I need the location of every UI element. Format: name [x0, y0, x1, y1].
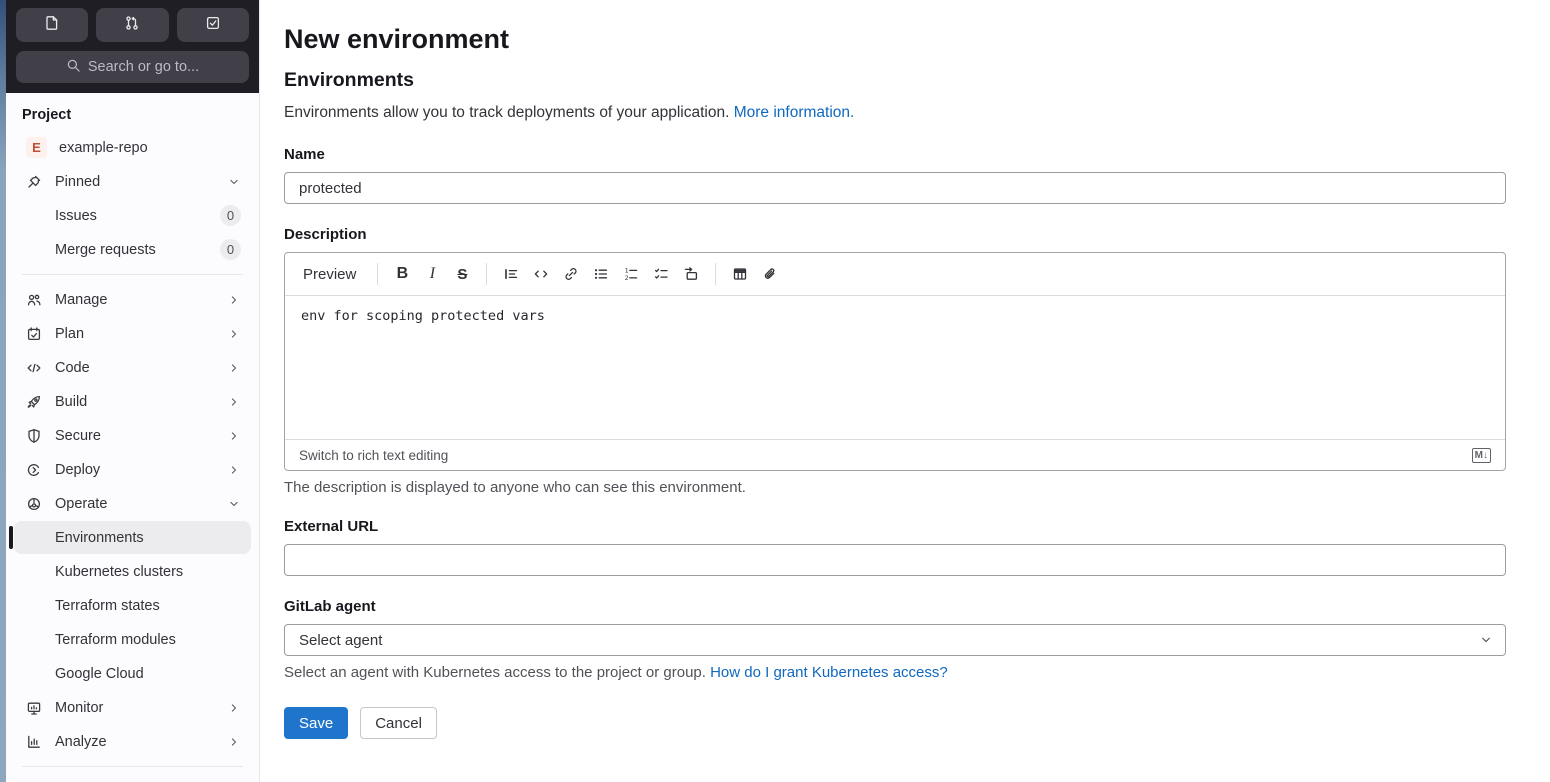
- pinned-label: Pinned: [55, 173, 101, 190]
- environments-heading: Environments: [284, 69, 415, 91]
- merge-request-icon: [124, 15, 140, 36]
- calendar-icon: [26, 326, 42, 342]
- analyze-icon: [26, 734, 42, 750]
- sidebar-item-merge-requests[interactable]: [14, 233, 251, 266]
- name-label: Name: [284, 146, 325, 163]
- sidebar-item-plan[interactable]: [14, 317, 251, 350]
- search-placeholder: Search or go to...: [87, 59, 200, 75]
- numbered-list-button[interactable]: [616, 259, 646, 289]
- sidebar-header: [6, 0, 259, 93]
- markdown-icon[interactable]: M↓: [1472, 448, 1491, 463]
- todo-icon: [205, 15, 221, 36]
- strikethrough-icon: S: [457, 265, 468, 283]
- chevron-right-icon: [227, 293, 241, 307]
- svg-text:1: 1: [624, 266, 629, 275]
- pin-icon: [26, 174, 42, 190]
- description-textarea[interactable]: env for scoping protected vars: [301, 308, 545, 324]
- sidebar-item-environments[interactable]: [14, 521, 251, 554]
- code-icon: [26, 360, 42, 376]
- task-list-icon: [653, 266, 669, 282]
- toolbar-separator: [377, 263, 378, 285]
- agent-select[interactable]: [284, 624, 1506, 656]
- description-editor: [284, 252, 1506, 471]
- sidebar-item-pinned[interactable]: [14, 165, 251, 198]
- agent-help-sentence: Select an agent with Kubernetes access to the project or group.: [284, 664, 711, 681]
- chevron-right-icon: [227, 463, 241, 477]
- sidebar-item-code[interactable]: [14, 351, 251, 384]
- merge-requests-label: Merge requests: [55, 241, 156, 258]
- deploy-label: Deploy: [55, 461, 101, 478]
- search-icon: [66, 58, 81, 77]
- issues-icon: [44, 15, 60, 36]
- save-button[interactable]: Save: [284, 707, 348, 739]
- chevron-right-icon: [227, 395, 241, 409]
- collapse-icon: [683, 266, 699, 282]
- terraform-modules-label: Terraform modules: [55, 631, 176, 648]
- shield-icon: [26, 428, 42, 444]
- users-icon: [26, 292, 42, 308]
- gitlab-agent-label: GitLab agent: [284, 598, 376, 615]
- editor-footer: [285, 439, 1505, 470]
- chevron-right-icon: [227, 361, 241, 375]
- external-url-label: External URL: [284, 518, 379, 535]
- sidebar-item-operate[interactable]: [14, 487, 251, 520]
- kubernetes-access-link[interactable]: How do I grant Kubernetes access?: [710, 664, 948, 681]
- environments-label: Environments: [55, 529, 144, 546]
- search-input[interactable]: [16, 51, 249, 83]
- secure-label: Secure: [55, 427, 101, 444]
- link-icon: [563, 266, 579, 282]
- todo-shortcut-button[interactable]: [177, 8, 249, 42]
- project-avatar: E: [26, 137, 47, 158]
- analyze-label: Analyze: [55, 733, 107, 750]
- terraform-states-label: Terraform states: [55, 597, 160, 614]
- external-url-input[interactable]: [284, 544, 1506, 576]
- sidebar-item-issues[interactable]: [14, 199, 251, 232]
- toolbar-separator: [715, 263, 716, 285]
- rocket-icon: [26, 394, 42, 410]
- collapse-button[interactable]: [676, 259, 706, 289]
- plan-label: Plan: [55, 325, 85, 342]
- numbered-list-icon: [623, 266, 639, 282]
- table-button[interactable]: [725, 259, 755, 289]
- svg-text:2: 2: [624, 274, 629, 282]
- build-label: Build: [55, 393, 88, 410]
- monitor-icon: [26, 700, 42, 716]
- strikethrough-button[interactable]: [447, 259, 477, 289]
- more-information-link[interactable]: More information.: [733, 104, 855, 121]
- switch-to-rich-text-link[interactable]: Switch to rich text editing: [299, 447, 449, 463]
- bold-icon: B: [396, 265, 409, 282]
- sidebar-item-terraform-modules[interactable]: [14, 623, 251, 656]
- attachment-icon: [762, 266, 778, 282]
- manage-label: Manage: [55, 291, 108, 308]
- google-cloud-label: Google Cloud: [55, 665, 144, 682]
- sidebar-divider: [22, 766, 243, 767]
- markdown-toolbar: [285, 253, 1505, 296]
- sidebar-item-build[interactable]: [14, 385, 251, 418]
- project-name: example-repo: [59, 139, 148, 156]
- sidebar-item-analyze[interactable]: [14, 725, 251, 758]
- preview-button[interactable]: Preview: [303, 265, 357, 283]
- task-list-button[interactable]: [646, 259, 676, 289]
- code-icon: [533, 266, 549, 282]
- quote-button[interactable]: [496, 259, 526, 289]
- toolbar-separator: [486, 263, 487, 285]
- sidebar-item-kubernetes-clusters[interactable]: [14, 555, 251, 588]
- link-button[interactable]: [556, 259, 586, 289]
- italic-button[interactable]: [417, 259, 447, 289]
- description-label: Description: [284, 226, 367, 243]
- attachment-button[interactable]: [755, 259, 785, 289]
- sidebar: [6, 0, 260, 782]
- name-input[interactable]: [284, 172, 1506, 204]
- bullet-list-button[interactable]: [586, 259, 616, 289]
- chevron-down-icon: [227, 497, 241, 511]
- bold-button[interactable]: [387, 259, 417, 289]
- sidebar-item-manage[interactable]: [14, 283, 251, 316]
- sidebar-divider: [22, 274, 243, 275]
- cancel-button[interactable]: Cancel: [360, 707, 437, 739]
- sidebar-item-terraform-states[interactable]: [14, 589, 251, 622]
- chevron-right-icon: [227, 735, 241, 749]
- merge-requests-shortcut-button[interactable]: [96, 8, 168, 42]
- sidebar-item-project[interactable]: [14, 131, 251, 164]
- agent-help-text: [284, 664, 1506, 681]
- italic-icon: I: [429, 265, 436, 282]
- page-title: New environment: [284, 24, 510, 54]
- bullet-list-icon: [593, 266, 609, 282]
- quote-icon: [503, 266, 519, 282]
- agent-select-value: Select agent: [299, 631, 383, 649]
- chevron-right-icon: [227, 429, 241, 443]
- code-label: Code: [55, 359, 90, 376]
- description-help-text: The description is displayed to anyone who can see this environment.: [284, 479, 746, 496]
- chevron-right-icon: [227, 701, 241, 715]
- project-section-label: Project: [22, 107, 72, 123]
- intro-sentence: Environments allow you to track deployments of your application.: [284, 104, 730, 121]
- monitor-label: Monitor: [55, 699, 104, 716]
- sidebar-item-monitor[interactable]: [14, 691, 251, 724]
- sidebar-item-google-cloud[interactable]: [14, 657, 251, 690]
- table-icon: [732, 266, 748, 282]
- sidebar-item-secure[interactable]: [14, 419, 251, 452]
- kubernetes-clusters-label: Kubernetes clusters: [55, 563, 184, 580]
- code-button[interactable]: [526, 259, 556, 289]
- issues-label: Issues: [55, 207, 97, 224]
- intro-text: [284, 104, 1506, 122]
- chevron-down-icon: [1479, 633, 1493, 647]
- issues-shortcut-button[interactable]: [16, 8, 88, 42]
- chevron-down-icon: [227, 175, 241, 189]
- form-actions: [284, 707, 1506, 779]
- sidebar-item-deploy[interactable]: [14, 453, 251, 486]
- chevron-right-icon: [227, 327, 241, 341]
- deploy-icon: [26, 462, 42, 478]
- globe-icon: [26, 496, 42, 512]
- main-content: [260, 0, 1550, 779]
- operate-label: Operate: [55, 495, 108, 512]
- issues-count-badge: 0: [220, 205, 241, 226]
- merge-requests-count-badge: 0: [220, 239, 241, 260]
